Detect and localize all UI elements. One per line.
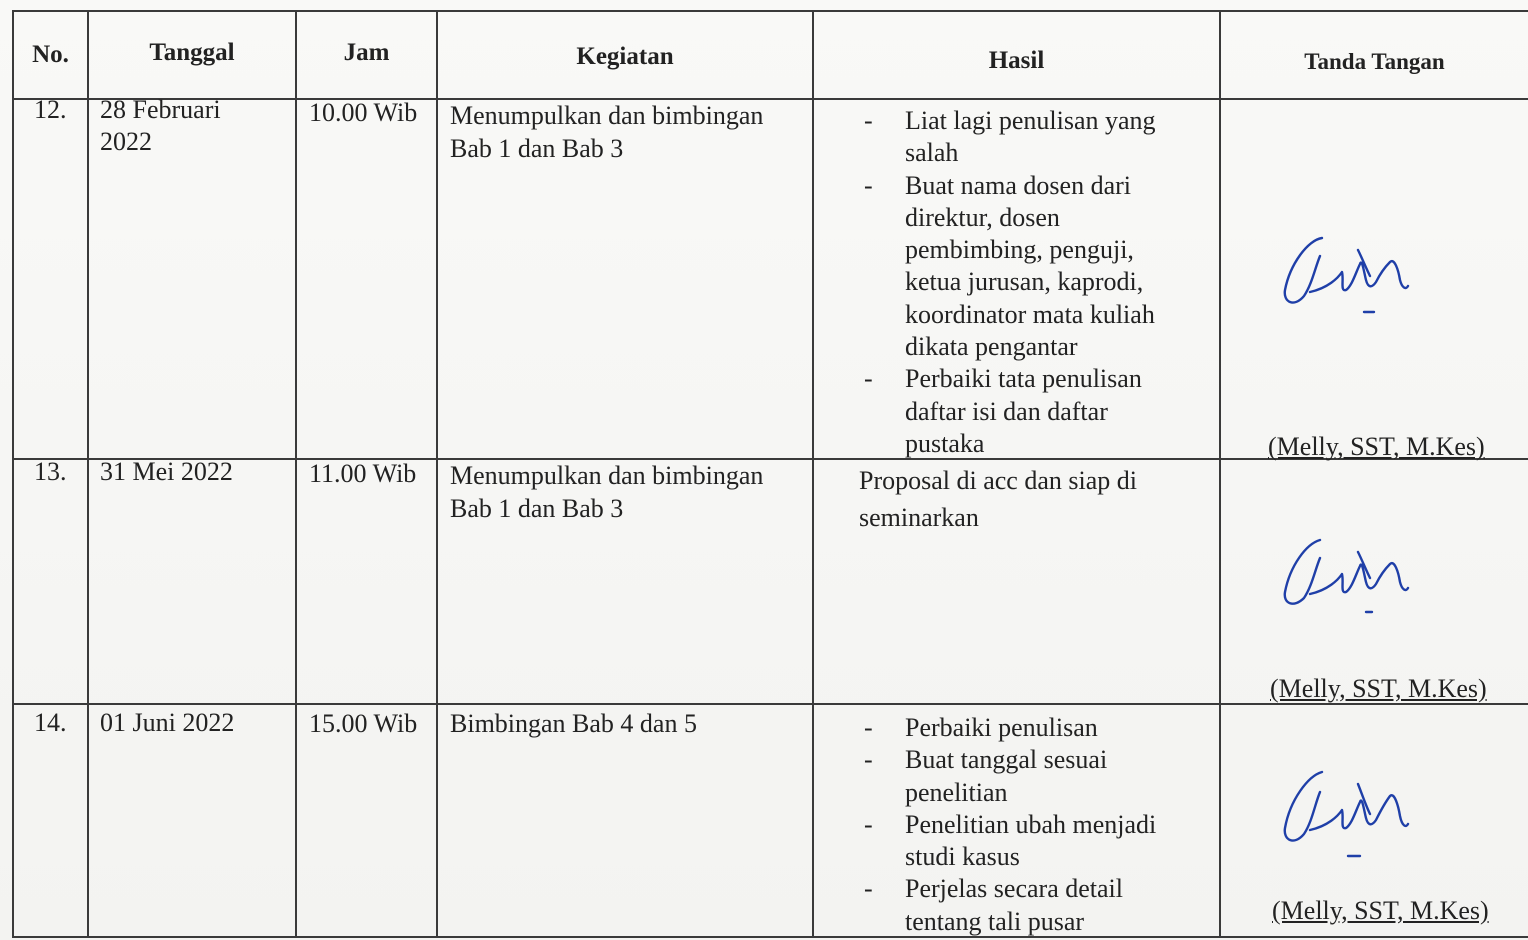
row12-hasil-item: - Perbaiki tata penulisan daftar isi dan daftar pustaka xyxy=(860,363,1180,460)
header-tanggal: Tanggal xyxy=(149,39,235,66)
header-kegiatan: Kegiatan xyxy=(576,43,674,70)
row13-kegiatan-line1: Menumpulkan dan bimbingan xyxy=(450,461,764,490)
row12-tanggal-line2: 2022 xyxy=(100,127,152,156)
row12-hasil-item: - Liat lagi penulisan yang salah xyxy=(860,105,1180,170)
row13-jam: 11.00 Wib xyxy=(309,459,417,488)
row12-signer-name: (Melly, SST, M.Kes) xyxy=(1268,432,1485,461)
row12-no: 12. xyxy=(34,95,67,124)
col-rule-left xyxy=(12,10,14,938)
header-tanda-tangan: Tanda Tangan xyxy=(1304,49,1445,74)
row14-hasil-item: - Perjelas secara detail tentang tali pusar xyxy=(860,873,1180,938)
col-rule-kegiatan xyxy=(812,10,814,938)
table-bottom-rule xyxy=(12,936,1528,938)
header-jam: Jam xyxy=(343,39,390,66)
signature-image xyxy=(1280,764,1410,864)
header-no: No. xyxy=(32,41,69,68)
row14-no: 14. xyxy=(34,708,67,737)
col-rule-jam xyxy=(436,10,438,938)
signature-image xyxy=(1280,228,1410,324)
row12-kegiatan xyxy=(450,100,763,165)
row12-kegiatan-line2: Bab 1 dan Bab 3 xyxy=(450,133,624,163)
row12-tanggal-line1: 28 Februari xyxy=(100,95,221,124)
col-rule-no xyxy=(87,10,89,938)
row12-hasil-list xyxy=(860,105,1180,460)
row14-hasil-item: - Buat tanggal sesuai penelitian xyxy=(860,744,1180,809)
row13-signer-name: (Melly, SST, M.Kes) xyxy=(1270,674,1487,703)
signature-image xyxy=(1280,532,1410,622)
header-hasil: Hasil xyxy=(988,47,1045,74)
col-rule-tanggal xyxy=(295,10,297,938)
col-rule-hasil xyxy=(1219,10,1221,938)
row14-hasil-item: - Perbaiki penulisan xyxy=(860,712,1180,744)
row14-jam: 15.00 Wib xyxy=(309,709,418,738)
row14-tanggal: 01 Juni 2022 xyxy=(100,708,235,737)
row13-tanggal: 31 Mei 2022 xyxy=(100,457,233,486)
row13-kegiatan-line2: Bab 1 dan Bab 3 xyxy=(450,493,624,523)
row12-hasil-item: - Buat nama dosen dari direktur, dosen pembimbing, penguji, ketua jurusan, kaprodi, koordinator mata kuliah dikata pengantar xyxy=(860,170,1180,364)
row14-hasil-list xyxy=(860,712,1180,938)
row13-no: 13. xyxy=(34,457,67,486)
row14-kegiatan: Bimbingan Bab 4 dan 5 xyxy=(450,709,697,738)
row12-kegiatan-line1: Menumpulkan dan bimbingan xyxy=(450,101,764,130)
row12-jam: 10.00 Wib xyxy=(309,98,418,127)
row13-hasil-text: Proposal di acc dan siap di seminarkan xyxy=(859,466,1137,532)
row13-kegiatan xyxy=(450,460,763,525)
row14-hasil-item: - Penelitian ubah menjadi studi kasus xyxy=(860,809,1180,874)
row14-signer-name: (Melly, SST, M.Kes) xyxy=(1272,896,1489,925)
row12-tanggal xyxy=(100,94,221,158)
